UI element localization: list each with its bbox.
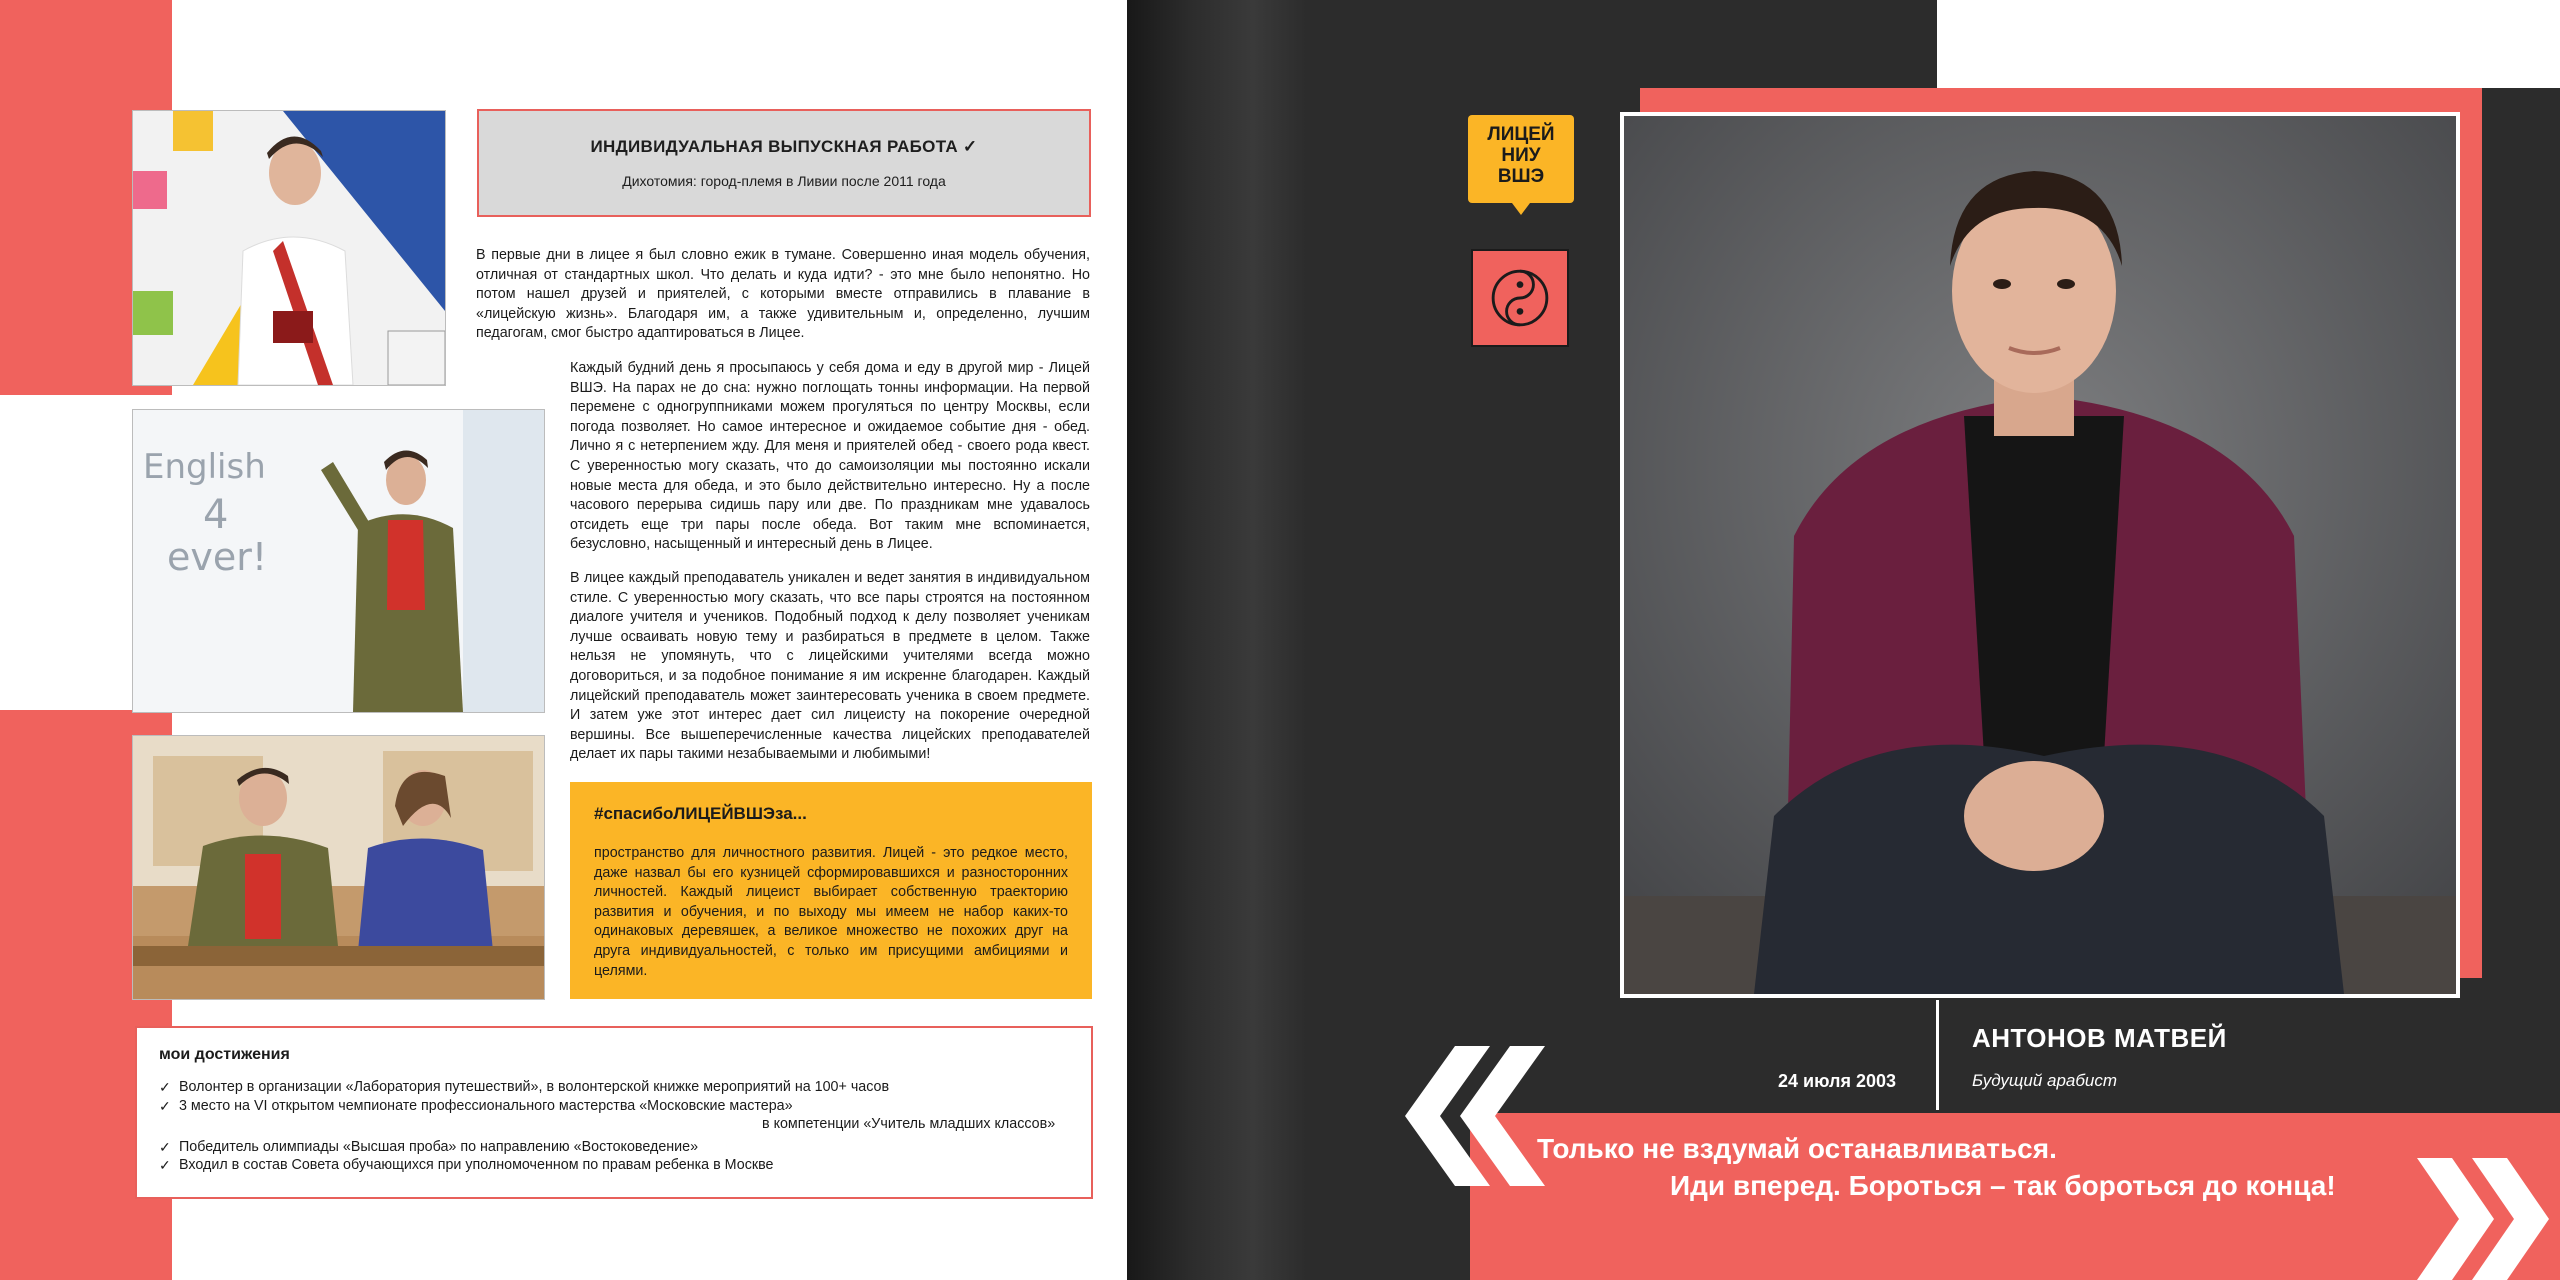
story-paragraph: Каждый будний день я просыпаюсь у себя дома и еду в другой мир - Лицей ВШЭ. На парах не до сна: нужно поглощать тонны информации. На первой перемене с одногруппниками можем прогуляться по центру Москвы, если погода позволяет. Но самое интересное и ожидаемое событие дня - обед. Лично я с нетерпением жду. Для меня и приятелей обед - своего рода квест. С уверенностью могу сказать, что до самоизоляции мы постоянно искали новые места для обеда, и это было действительно интересно. Ну а после часового перерыва сидишь пару или две. По праздникам мне удавалось отсидеть еще три пары после обеда. Вот таким мне вспоминается, безусловно, насыщенный и интересный день в Лицее. (570, 360, 1090, 553)
quote-line-2: Иди вперед. Бороться – так бороться до конца! (1670, 1170, 2336, 1201)
quote-line-1: Только не вздумай останавливаться. (1537, 1133, 2057, 1164)
student-portrait (1620, 112, 2460, 998)
project-subtitle: Дихотомия: город-племя в Ливии после 2011 года (622, 173, 946, 189)
background-light-panel (1937, 0, 2560, 88)
story-paragraph: В первые дни в лицее я был словно ежик в тумане. Совершенно иная модель обучения, отличная от стандартных школ. Что делать и куда идти? - это мне было непонятно. Но потом нашел друзей и приятелей, с которыми вместе отправились в плавание в «лицейскую жизнь». Благодаря им, а также удивительным и, определенно, лучшим педагогам, смог быстро адаптироваться в Лицее. (476, 247, 1090, 342)
book-gutter-shadow (1127, 0, 1307, 1280)
story-paragraph: В лицее каждый преподаватель уникален и ведет занятия в индивидуальном стиле. С уверенностью могу сказать, что все пары строятся на постоянном диалоге учителя и учеников. Подобный подход к делу позволяет ученикам лучше осваивать новую тему и разбираться в предмете в целом. Также нельзя не упомянуть, что с лицейскими учителями всегда можно договориться, и за подобное понимание я им искренне благодарен. Каждый лицейский преподаватель может заинтересовать ученика в своем предмете. И затем уже этот интерес дает сил лицеисту на покорение очередной вершины. Все вышеперечисленные качества лицейских преподавателей делает их пары такими незабываемыми и любимыми! (570, 570, 1090, 763)
double-chevron-left-icon (1400, 1046, 1550, 1186)
whiteboard-photo (132, 409, 545, 713)
achievement-item: ✓ 3 место на VI открытом чемпионате профессионального мастерства «Московские мастера» (159, 1097, 793, 1114)
achievement-item: ✓ Входил в состав Совета обучающихся при уполномоченном по правам ребенка в Москве (159, 1157, 774, 1173)
student-role: Будущий арабист (1972, 1071, 2118, 1090)
check-icon: ✓ (159, 1079, 171, 1095)
thanks-text: пространство для личностного развития. Лицей - это редкое место, даже назвал бы его кузницей сформировавшихся и разносторонних личностей. Каждый лицеист выбирает собственную траекторию развития и обучения, и по выходу мы имеем не набор каких-то одинаковых деревяшек, а великое множество не похожих друг на друга индивидуальностей, с только им присущими амбициями и целями. (594, 845, 1068, 979)
classroom-photo (132, 735, 545, 1000)
board-text: English (143, 447, 266, 487)
achievements-box (135, 1026, 1093, 1199)
left-page (0, 0, 1127, 1280)
project-title-box (477, 109, 1091, 217)
yin-yang-icon (1471, 249, 1569, 347)
thanks-heading: #спасибоЛИЦЕЙВШЭза... (594, 804, 807, 823)
board-text: 4 (203, 492, 229, 538)
student-name: АНТОНОВ МАТВЕЙ (1972, 1023, 2227, 1053)
check-icon: ✓ (159, 1097, 171, 1114)
achievement-item: ✓ Волонтер в организации «Лаборатория путешествий», в волонтерской книжке мероприятий на 100+ часов (159, 1079, 890, 1095)
board-text: ever! (167, 535, 268, 579)
thanks-box (570, 782, 1092, 999)
divider-line (1936, 1000, 1939, 1110)
birth-date: 24 июля 2003 (1778, 1071, 1896, 1091)
lyceum-logo: ЛИЦЕЙ НИУ ВШЭ (1468, 115, 1574, 203)
check-icon: ✓ (159, 1157, 171, 1173)
graduation-photo (132, 110, 446, 386)
achievement-continuation: в компетенции «Учитель младших классов» (762, 1116, 1056, 1132)
achievement-item: ✓ Победитель олимпиады «Высшая проба» по направлению «Востоковедение» (159, 1138, 699, 1155)
double-chevron-right-icon (2412, 1158, 2560, 1280)
check-icon: ✓ (159, 1138, 171, 1155)
achievements-heading: мои достижения (159, 1046, 290, 1063)
project-title: ИНДИВИДУАЛЬНАЯ ВЫПУСКНАЯ РАБОТА ✓ (590, 137, 978, 156)
